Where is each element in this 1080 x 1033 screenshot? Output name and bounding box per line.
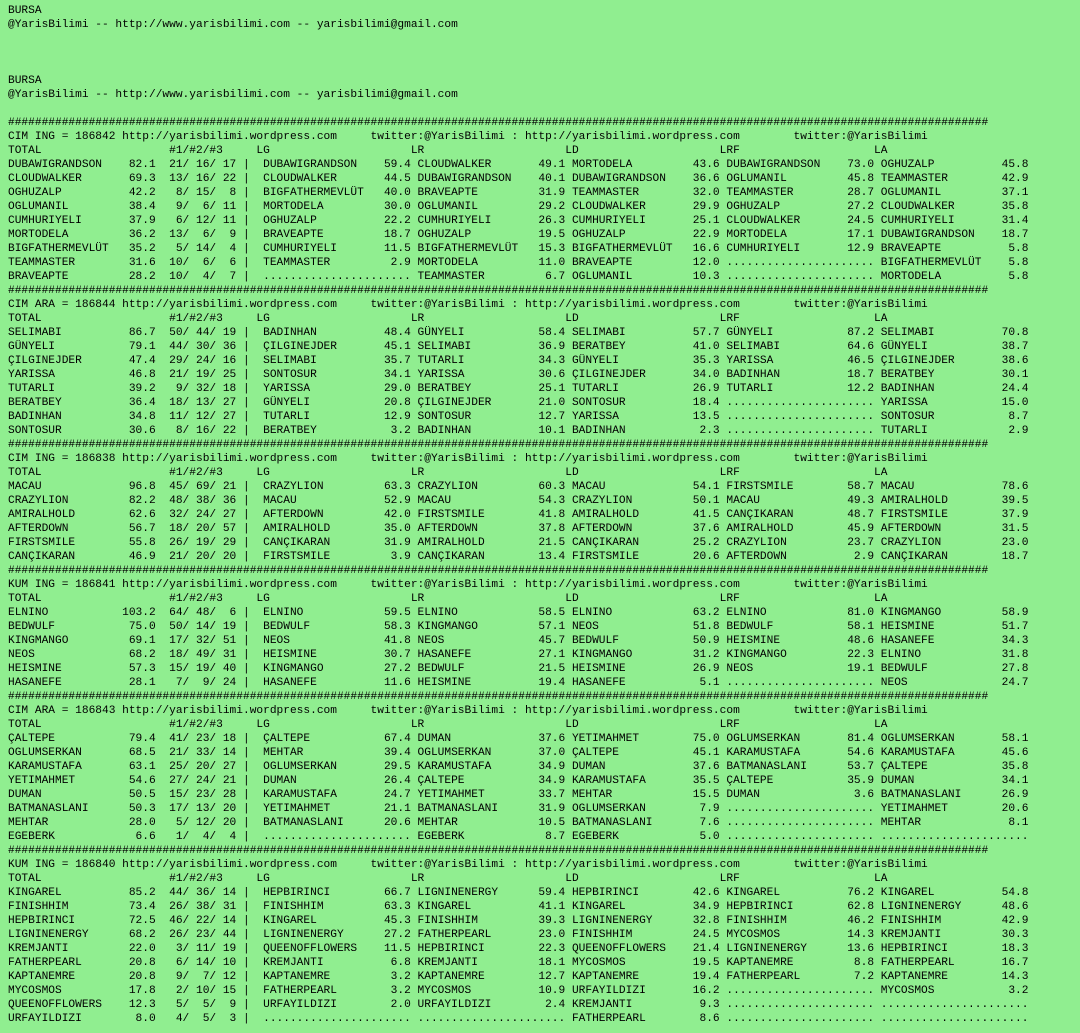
contact-line: @YarisBilimi -- http://www.yarisbilimi.com -- yarisbilimi@gmail.com	[8, 19, 458, 31]
result-row: AMIRALHOLD 62.6 32/ 24/ 27 | AFTERDOWN 42.0 FIRSTSMILE 41.8 AMIRALHOLD 41.5 CANÇIKARAN 48.7 FIRSTSMILE 37.9	[8, 509, 1029, 521]
column-headers: TOTAL #1/#2/#3 LG LR LD LRF LA	[8, 313, 888, 325]
section-divider: ##################################################################################################################################################	[8, 565, 989, 577]
race-header: KUM ING = 186841 http://yarisbilimi.wordpress.com twitter:@YarisBilimi : http://yarisbilimi.wordpress.com twitter:@YarisBilimi	[8, 579, 928, 591]
result-row: MEHTAR 28.0 5/ 12/ 20 | BATMANASLANI 20.6 MEHTAR 10.5 BATMANASLANI 7.6 ...................... MEHTAR 8.1	[8, 817, 1029, 829]
result-row: CANÇIKARAN 46.9 21/ 20/ 20 | FIRSTSMILE 3.9 CANÇIKARAN 13.4 FIRSTSMILE 20.6 AFTERDOWN 2.9 CANÇIKARAN 18.7	[8, 551, 1029, 563]
result-row: TEAMMASTER 31.6 10/ 6/ 6 | TEAMMASTER 2.9 MORTODELA 11.0 BRAVEAPTE 12.0 ...................... BIGFATHERMEVLÜT 5.8	[8, 257, 1029, 269]
section-divider: ##################################################################################################################################################	[8, 845, 989, 857]
result-row: FATHERPEARL 20.8 6/ 14/ 10 | KREMJANTI 6.8 KREMJANTI 18.1 MYCOSMOS 19.5 KAPTANEMRE 8.8 FATHERPEARL 16.7	[8, 957, 1029, 969]
result-row: KINGMANGO 69.1 17/ 32/ 51 | NEOS 41.8 NEOS 45.7 BEDWULF 50.9 HEISMINE 48.6 HASANEFE 34.3	[8, 635, 1029, 647]
result-row: MACAU 96.8 45/ 69/ 21 | CRAZYLION 63.3 CRAZYLION 60.3 MACAU 54.1 FIRSTSMILE 58.7 MACAU 78.6	[8, 481, 1029, 493]
result-row: OGLUMANIL 38.4 9/ 6/ 11 | MORTODELA 30.0 OGLUMANIL 29.2 CLOUDWALKER 29.9 OGHUZALP 27.2 CLOUDWALKER 35.8	[8, 201, 1029, 213]
result-row: YARISSA 46.8 21/ 19/ 25 | SONTOSUR 34.1 YARISSA 30.6 ÇILGINEJDER 34.0 BADINHAN 18.7 BERATBEY 30.1	[8, 369, 1029, 381]
race-header: CIM ING = 186842 http://yarisbilimi.wordpress.com twitter:@YarisBilimi : http://yarisbilimi.wordpress.com twitter:@YarisBilimi	[8, 131, 928, 143]
result-row: YETIMAHMET 54.6 27/ 24/ 21 | DUMAN 26.4 ÇALTEPE 34.9 KARAMUSTAFA 35.5 ÇALTEPE 35.9 DUMAN 34.1	[8, 775, 1029, 787]
result-row: URFAYILDIZI 8.0 4/ 5/ 3 | ...................... ...................... FATHERPEARL 8.6 ...................... ......................	[8, 1013, 1029, 1025]
result-row: SONTOSUR 30.6 8/ 16/ 22 | BERATBEY 3.2 BADINHAN 10.1 BADINHAN 2.3 ...................... TUTARLI 2.9	[8, 425, 1029, 437]
result-row: FIRSTSMILE 55.8 26/ 19/ 29 | CANÇIKARAN 31.9 AMIRALHOLD 21.5 CANÇIKARAN 25.2 CRAZYLION 23.7 CRAZYLION 23.0	[8, 537, 1029, 549]
location-title: BURSA	[8, 5, 42, 17]
result-row: HEPBIRINCI 72.5 46/ 22/ 14 | KINGAREL 45.3 FINISHHIM 39.3 LIGNINENERGY 32.8 FINISHHIM 46.2 FINISHHIM 42.9	[8, 915, 1029, 927]
result-row: KAPTANEMRE 20.8 9/ 7/ 12 | KAPTANEMRE 3.2 KAPTANEMRE 12.7 KAPTANEMRE 19.4 FATHERPEARL 7.2 KAPTANEMRE 14.3	[8, 971, 1029, 983]
location-title: BURSA	[8, 75, 42, 87]
result-row: KREMJANTI 22.0 3/ 11/ 19 | QUEENOFFLOWERS 11.5 HEPBIRINCI 22.3 QUEENOFFLOWERS 21.4 LIGNINENERGY 13.6 HEPBIRINCI 18.3	[8, 943, 1029, 955]
section-divider: ##################################################################################################################################################	[8, 117, 989, 129]
result-row: SELIMABI 86.7 50/ 44/ 19 | BADINHAN 48.4 GÜNYELI 58.4 SELIMABI 57.7 GÜNYELI 87.2 SELIMABI 70.8	[8, 327, 1029, 339]
race-header: CIM ARA = 186843 http://yarisbilimi.wordpress.com twitter:@YarisBilimi : http://yarisbilimi.wordpress.com twitter:@YarisBilimi	[8, 705, 928, 717]
result-row: FINISHHIM 73.4 26/ 38/ 31 | FINISHHIM 63.3 KINGAREL 41.1 KINGAREL 34.9 HEPBIRINCI 62.8 LIGNINENERGY 48.6	[8, 901, 1029, 913]
result-row: MORTODELA 36.2 13/ 6/ 9 | BRAVEAPTE 18.7 OGHUZALP 19.5 OGHUZALP 22.9 MORTODELA 17.1 DUBAWIGRANDSON 18.7	[8, 229, 1029, 241]
result-row: BATMANASLANI 50.3 17/ 13/ 20 | YETIMAHMET 21.1 BATMANASLANI 31.9 OGLUMSERKAN 7.9 ...................... YETIMAHMET 20.6	[8, 803, 1029, 815]
result-row: NEOS 68.2 18/ 49/ 31 | HEISMINE 30.7 HASANEFE 27.1 KINGMANGO 31.2 KINGMANGO 22.3 ELNINO 31.8	[8, 649, 1029, 661]
blank-line	[8, 102, 1080, 116]
section-divider: ##################################################################################################################################################	[8, 285, 989, 297]
result-row: KINGAREL 85.2 44/ 36/ 14 | HEPBIRINCI 66.7 LIGNINENERGY 59.4 HEPBIRINCI 42.6 KINGAREL 76.2 KINGAREL 54.8	[8, 887, 1029, 899]
result-row: HEISMINE 57.3 15/ 19/ 40 | KINGMANGO 27.2 BEDWULF 21.5 HEISMINE 26.9 NEOS 19.1 BEDWULF 27.8	[8, 663, 1029, 675]
result-row: AFTERDOWN 56.7 18/ 20/ 57 | AMIRALHOLD 35.0 AFTERDOWN 37.8 AFTERDOWN 37.6 AMIRALHOLD 45.9 AFTERDOWN 31.5	[8, 523, 1029, 535]
result-row: LIGNINENERGY 68.2 26/ 23/ 44 | LIGNINENERGY 27.2 FATHERPEARL 23.0 FINISHHIM 24.5 MYCOSMOS 14.3 KREMJANTI 30.3	[8, 929, 1029, 941]
result-row: OGLUMSERKAN 68.5 21/ 33/ 14 | MEHTAR 39.4 OGLUMSERKAN 37.0 ÇALTEPE 45.1 KARAMUSTAFA 54.6 KARAMUSTAFA 45.6	[8, 747, 1029, 759]
section-divider: ##################################################################################################################################################	[8, 691, 989, 703]
column-headers: TOTAL #1/#2/#3 LG LR LD LRF LA	[8, 467, 888, 479]
result-row: BIGFATHERMEVLÜT 35.2 5/ 14/ 4 | CUMHURIYELI 11.5 BIGFATHERMEVLÜT 15.3 BIGFATHERMEVLÜT 16.6 CUMHURIYELI 12.9 BRAVEAPTE 5.8	[8, 243, 1029, 255]
section-divider: ##################################################################################################################################################	[8, 439, 989, 451]
result-row: DUMAN 50.5 15/ 23/ 28 | KARAMUSTAFA 24.7 YETIMAHMET 33.7 MEHTAR 15.5 DUMAN 3.6 BATMANASLANI 26.9	[8, 789, 1029, 801]
result-row: ELNINO 103.2 64/ 48/ 6 | ELNINO 59.5 ELNINO 58.5 ELNINO 63.2 ELNINO 81.0 KINGMANGO 58.9	[8, 607, 1029, 619]
blank-line	[8, 60, 1080, 74]
blank-line	[8, 46, 1080, 60]
race-header: KUM ING = 186840 http://yarisbilimi.wordpress.com twitter:@YarisBilimi : http://yarisbilimi.wordpress.com twitter:@YarisBilimi	[8, 859, 928, 871]
result-row: ÇALTEPE 79.4 41/ 23/ 18 | ÇALTEPE 67.4 DUMAN 37.6 YETIMAHMET 75.0 OGLUMSERKAN 81.4 OGLUMSERKAN 58.1	[8, 733, 1029, 745]
result-row: BADINHAN 34.8 11/ 12/ 27 | TUTARLI 12.9 SONTOSUR 12.7 YARISSA 13.5 ...................... SONTOSUR 8.7	[8, 411, 1029, 423]
result-row: TUTARLI 39.2 9/ 32/ 18 | YARISSA 29.0 BERATBEY 25.1 TUTARLI 26.9 TUTARLI 12.2 BADINHAN 24.4	[8, 383, 1029, 395]
result-row: BERATBEY 36.4 18/ 13/ 27 | GÜNYELI 20.8 ÇILGINEJDER 21.0 SONTOSUR 18.4 ...................... YARISSA 15.0	[8, 397, 1029, 409]
result-row: GÜNYELI 79.1 44/ 30/ 36 | ÇILGINEJDER 45.1 SELIMABI 36.9 BERATBEY 41.0 SELIMABI 64.6 GÜNYELI 38.7	[8, 341, 1029, 353]
result-row: BRAVEAPTE 28.2 10/ 4/ 7 | ...................... TEAMMASTER 6.7 OGLUMANIL 10.3 ...................... MORTODELA 5.8	[8, 271, 1029, 283]
result-row: DUBAWIGRANDSON 82.1 21/ 16/ 17 | DUBAWIGRANDSON 59.4 CLOUDWALKER 49.1 MORTODELA 43.6 DUBAWIGRANDSON 73.0 OGHUZALP 45.8	[8, 159, 1029, 171]
result-row: HASANEFE 28.1 7/ 9/ 24 | HASANEFE 11.6 HEISMINE 19.4 HASANEFE 5.1 ...................... NEOS 24.7	[8, 677, 1029, 689]
contact-line: @YarisBilimi -- http://www.yarisbilimi.com -- yarisbilimi@gmail.com	[8, 89, 458, 101]
column-headers: TOTAL #1/#2/#3 LG LR LD LRF LA	[8, 145, 888, 157]
column-headers: TOTAL #1/#2/#3 LG LR LD LRF LA	[8, 719, 888, 731]
race-header: CIM ARA = 186844 http://yarisbilimi.wordpress.com twitter:@YarisBilimi : http://yarisbilimi.wordpress.com twitter:@YarisBilimi	[8, 299, 928, 311]
result-row: EGEBERK 6.6 1/ 4/ 4 | ...................... EGEBERK 8.7 EGEBERK 5.0 ...................... ......................	[8, 831, 1029, 843]
column-headers: TOTAL #1/#2/#3 LG LR LD LRF LA	[8, 593, 888, 605]
result-row: CUMHURIYELI 37.9 6/ 12/ 11 | OGHUZALP 22.2 CUMHURIYELI 26.3 CUMHURIYELI 25.1 CLOUDWALKER 24.5 CUMHURIYELI 31.4	[8, 215, 1029, 227]
result-row: OGHUZALP 42.2 8/ 15/ 8 | BIGFATHERMEVLÜT 40.0 BRAVEAPTE 31.9 TEAMMASTER 32.0 TEAMMASTER 28.7 OGLUMANIL 37.1	[8, 187, 1029, 199]
result-row: CLOUDWALKER 69.3 13/ 16/ 22 | CLOUDWALKER 44.5 DUBAWIGRANDSON 40.1 DUBAWIGRANDSON 36.6 OGLUMANIL 45.8 TEAMMASTER 42.9	[8, 173, 1029, 185]
result-row: ÇILGINEJDER 47.4 29/ 24/ 16 | SELIMABI 35.7 TUTARLI 34.3 GÜNYELI 35.3 YARISSA 46.5 ÇILGINEJDER 38.6	[8, 355, 1029, 367]
result-row: QUEENOFFLOWERS 12.3 5/ 5/ 9 | URFAYILDIZI 2.0 URFAYILDIZI 2.4 KREMJANTI 9.3 ...................... ......................	[8, 999, 1029, 1011]
result-row: BEDWULF 75.0 50/ 14/ 19 | BEDWULF 58.3 KINGMANGO 57.1 NEOS 51.8 BEDWULF 58.1 HEISMINE 51.7	[8, 621, 1029, 633]
race-header: CIM ING = 186838 http://yarisbilimi.wordpress.com twitter:@YarisBilimi : http://yarisbilimi.wordpress.com twitter:@YarisBilimi	[8, 453, 928, 465]
blank-line	[8, 32, 1080, 46]
column-headers: TOTAL #1/#2/#3 LG LR LD LRF LA	[8, 873, 888, 885]
result-row: KARAMUSTAFA 63.1 25/ 20/ 27 | OGLUMSERKAN 29.5 KARAMUSTAFA 34.9 DUMAN 37.6 BATMANASLANI 53.7 ÇALTEPE 35.8	[8, 761, 1029, 773]
result-row: CRAZYLION 82.2 48/ 38/ 36 | MACAU 52.9 MACAU 54.3 CRAZYLION 50.1 MACAU 49.3 AMIRALHOLD 39.5	[8, 495, 1029, 507]
result-row: MYCOSMOS 17.8 2/ 10/ 15 | FATHERPEARL 3.2 MYCOSMOS 10.9 URFAYILDIZI 16.2 ...................... MYCOSMOS 3.2	[8, 985, 1029, 997]
